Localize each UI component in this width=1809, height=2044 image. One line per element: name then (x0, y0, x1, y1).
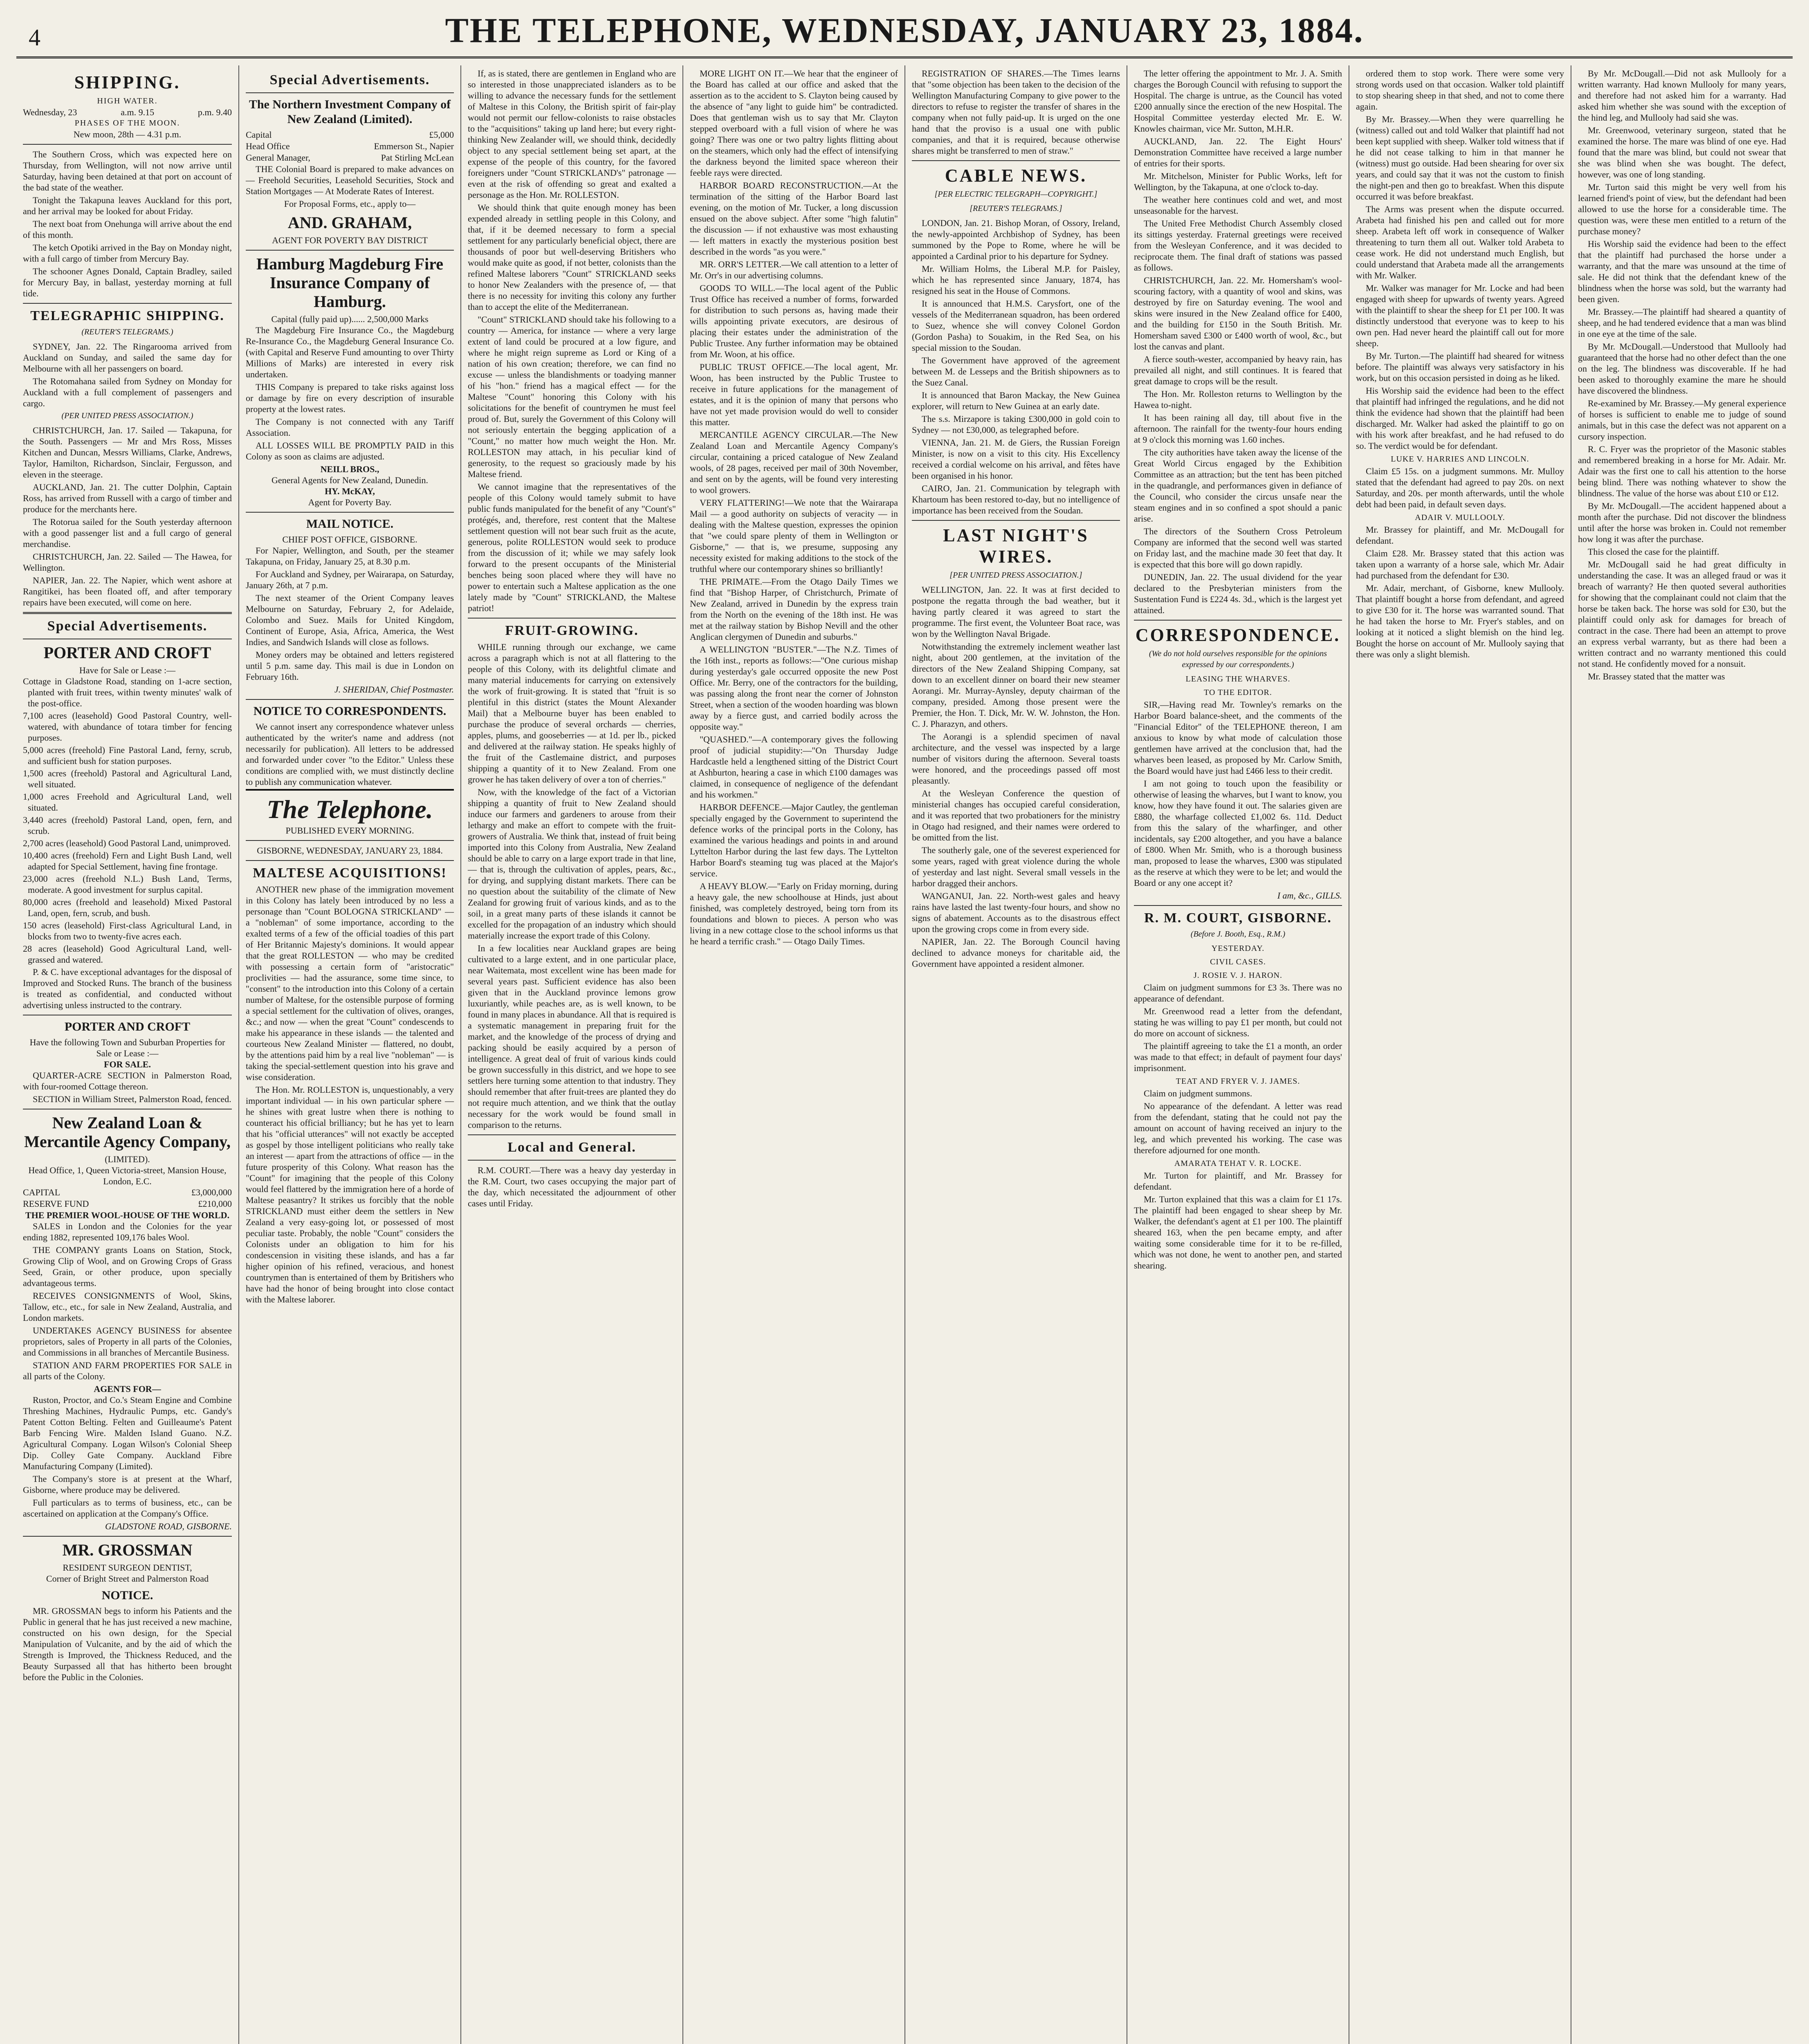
nic-paragraph: THE Colonial Board is prepared to make advances on — Freehold Securities, Leasehold Securities, Stock and Station Mortgages — At Moderate Rates of Interest. (246, 164, 454, 196)
column-7 (1349, 65, 1571, 2044)
case-title: LUKE V. HARRIES AND LINCOLN. (1391, 455, 1529, 464)
telegram-paragraph: The Rotomahana sailed from Sydney on Monday for Auckland with a full complement of passengers and cargo. (23, 376, 232, 408)
local-general-heading: Local and General. (507, 1140, 636, 1155)
correspondence-heading: CORRESPONDENCE. (1135, 625, 1341, 645)
column-4 (682, 65, 904, 2044)
mail-paragraph: For Napier, Wellington, and South, per the steamer Takapuna, on Friday, January 25, at 8.30 p.m. (246, 545, 454, 567)
leader-paragraph: We cannot imagine that the representatives of the people of this Colony would tamely submit to have public funds manipulated for the benefit of any "Count's" protégés, and, therefore, rest content that the Maltese settlement question will not bear such fruit as the acute, generous, polite ROLLESTON would seek to produce from the discussion of it; while we may safely look forward to the present occupants of the Ministerial benches being soon placed where they will have no power to entertain such a Maltese application as the one lately made by "Count" STRICKLAND, the Maltese patriot! (468, 482, 676, 613)
telegram-paragraph: SYDNEY, Jan. 22. The Ringarooma arrived from Auckland on Sunday, and sailed the same day for Melbourne with all her passengers on board. (23, 341, 232, 374)
rm-court-day: YESTERDAY. (1211, 944, 1265, 953)
case-paragraph: Mr. Adair, merchant, of Gisborne, knew Mullooly. That plaintiff bought a horse from defendant, and agreed to give £30 for it. The horse was warranted sound. That he had taken the horse to Mr. Fryer's stables, and on looking at it noticed a slight blemish on the hind leg. Bought the horse on account of Mr. Mullooly saying that there was only a slight blemish. (1356, 583, 1564, 659)
special-ads-title: Special Advertisements. (269, 72, 430, 87)
for-sale-label: FOR SALE. (104, 1059, 151, 1069)
porter-croft-note: P. & C. have exceptional advantages for the disposal of Improved and Stocked Runs. The branch of the business is treated as confidential, and conducted without advertising unless instructed to the contrary. (23, 967, 232, 1010)
special-ads-title: Special Advertisements. (47, 619, 208, 634)
hamburg-paragraph: The Magdeburg Fire Insurance Co., the Magdeburg Re-Insurance Co., the Magdeburg General Insurance Co. (with Capital and Reserve Fund amounting to over Thirty Millions of Marks) are interested in every risk undertaken. (246, 325, 454, 379)
case-paragraph: Mr. Turton said this might be very well from his learned friend's point of view, but the defendant had been allowed to use the horse for a considerable time. The question was, were these men entitled to a return of the purchase money? (1578, 182, 1786, 236)
list-item: 10,400 acres (freehold) Fern and Light Bush Land, well adapted for Special Settlement, having fine frontage. (23, 850, 232, 872)
shipping-title: SHIPPING. (74, 72, 181, 92)
wire-paragraph: WELLINGTON, Jan. 22. It was at first decided to postpone the regatta through the bad weather, but it having partly cleared it was agreed to start the programme. The first event, the Volunteer Boat race, was won by the Wellington Naval Brigade. (912, 585, 1120, 639)
leader-paragraph: We should think that quite enough money has been expended already in settling people in this Colony, and that, if it be deemed necessary to form a special settlement for any particularly beneficial object, there are thousands of poor but well-deserving Britishers who would make quite as good, if not better, colonists than the refined Maltese laborers "Count" STRICKLAND seeks to honor New Zealanders with the presence of, — that there is no necessity for inviting this colony any further than to accept the elite of the Mediterranean. (468, 202, 676, 312)
letter-paragraph: I am not going to touch upon the feasibility or otherwise of leasing the wharves, but I want to know, you know, how they have found it out. The salaries given are £880, the wharfage collected £1,002 6s. 11d. Deduct from this the salary of the wharfinger, and other incidentals, say £200 altogether, and you have a balance of £800. When Mr. Smith, who is a thorough business man, proposed to lease the wharves, £300 was stipulated as the reserve at which they were to be let; and would the Board or any one accept it? (1134, 778, 1342, 888)
nzloan-limited: (LIMITED). (105, 1154, 150, 1164)
nzloan-paragraph: STATION AND FARM PROPERTIES FOR SALE in all parts of the Colony. (23, 1360, 232, 1381)
case-paragraph: Claim £5 15s. on a judgment summons. Mr. Mulloy stated that the defendant had agreed to pay 20s. on next Saturday, and 20s. per month afterwards, until the whole debt had been paid, in default seven days. (1356, 466, 1564, 509)
last-nights-wires-heading: LAST NIGHT'S WIRES. (943, 525, 1089, 567)
nic-office-row (246, 141, 454, 152)
capital-value: £3,000,000 (191, 1187, 232, 1197)
local-paragraph: THE PRIMATE.—From the Otago Daily Times we find that "Bishop Harper, of Christchurch, Primate of New Zealand, arrived in Dunedin by the express train from the North on the evening of the 18th inst. He was met at the railway station by Bishop Nevill and the other Anglican clergymen of Dunedin and suburbs." (690, 576, 898, 642)
mail-paragraph: For Auckland and Sydney, per Wairarapa, on Saturday, January 26th, at 7 p.m. (246, 569, 454, 590)
sale-item: SECTION in William Street, Palmerston Road, fenced. (33, 1094, 231, 1104)
case-title: J. ROSIE V. J. HARON. (1194, 971, 1282, 980)
cable-paragraph: VIENNA, Jan. 21. M. de Giers, the Russian Foreign Minister, is now on a visit to this city. His Excellency received a cordial welcome on his arrival, and fêtes have been organised in his honor. (912, 437, 1120, 481)
correspondents-heading: NOTICE TO CORRESPONDENTS. (253, 704, 447, 718)
dentist-notice: NOTICE. (101, 1589, 153, 1602)
hamburg-capital: Capital (fully paid up)...... 2,500,000 Marks (271, 314, 429, 324)
dateline: GISBORNE, WEDNESDAY, JANUARY 23, 1884. (257, 845, 443, 856)
wire-paragraph: The Aorangi is a splendid specimen of naval architecture, and the vessel was inspected by a large number of visitors during the afternoon. Several toasts were honored, and the proceedings passed off most pleasantly. (912, 731, 1120, 786)
nzloan-heading: New Zealand Loan & Mercantile Agency Company, (24, 1114, 231, 1151)
telegram-paragraph: CHRISTCHURCH, Jan. 22. Sailed — The Hawea, for Wellington. (23, 551, 232, 573)
hamburg-heading: Hamburg Magdeburg Fire Insurance Company of Hamburg. (256, 255, 443, 311)
list-item: 7,100 acres (leasehold) Good Pastoral Country, well-watered, with abundance of totara timber for fencing purposes. (23, 710, 232, 743)
reuter-label: (REUTER'S TELEGRAMS.) (81, 327, 173, 336)
moon-text: New moon, 28th — 4.31 p.m. (73, 129, 182, 139)
newspaper-title: THE TELEPHONE, WEDNESDAY, JANUARY 23, 1884. (445, 11, 1364, 50)
nzloan-paragraph: Full particulars as to terms of business, etc., can be ascertained on application at the Company's Office. (23, 1497, 232, 1519)
wire-paragraph: AUCKLAND, Jan. 22. The Eight Hours' Demonstration Committee have received a large number of entries for their sports. (1134, 136, 1342, 168)
letter-signoff: I am, &c., GILLS. (1277, 890, 1342, 901)
cable-paragraph: It is announced that Baron Mackay, the New Guinea explorer, will return to New Guinea at an early date. (912, 390, 1120, 411)
porter-croft-sub: Have for Sale or Lease :— (79, 665, 176, 675)
nic-capital-row (246, 129, 454, 141)
nic-forms: For Proposal Forms, etc., apply to— (284, 199, 416, 209)
case-paragraph: Mr. Turton for plaintiff, and Mr. Brassey for defendant. (1134, 1170, 1342, 1192)
wire-paragraph: WANGANUI, Jan. 22. North-west gales and heavy rains have lasted the last twenty-four hours, and show no signs of abatement. Accounts as to the disastrous effect upon the growing crops come in from every side. (912, 891, 1120, 934)
leader-paragraph: If, as is stated, there are gentlemen in England who are so interested in those unappreciated islanders as to be willing to advance the necessary funds for the settlement of Maltese in this Colony, the British spirit of fair-play would not permit our fellow-colonists to raise obstacles to the "acquisitions" taking up land here; but every right-thinking New Zealander will, we should think, decidedly object to any special settlement being set apart, at the expense of the people of this country, for the favored foreigners under "Count STRICKLAND's" patronage — even at the risk of offending so great and exalted a personage as the Hon. Mr. ROLLESTON. (468, 68, 676, 200)
leader-paragraph: "Count" STRICKLAND should take his following to a country — America, for instance — where a very large extent of land could be procured at a low figure, and where he might reign supreme as Lord or King of a nation of his own creation; therefore, we can find no excuse — unless the blandishments or toadying manner of his "hon." friend has a magical effect — for the Maltese "Count" honoring this Colony with his solicitations for the benefit of countrymen he must feel proud of. But, surely the Government of this Colony will not seriously entertain the begging application of a "Count," no matter how much weight the Hon. Mr. ROLLESTON may attach, in his peculiar kind of generosity, to the request so graciously made by his Maltese friend. (468, 314, 676, 479)
wire-paragraph: A fierce south-wester, accompanied by heavy rain, has prevailed all night, and still continues. It is feared that great damage to crops will be the result. (1134, 354, 1342, 386)
wire-paragraph: The southerly gale, one of the severest experienced for some years, raged with great violence during the whole of yesterday and last night. Several small vessels in the harbor dragged their anchors. (912, 845, 1120, 888)
telegram-paragraph: CHRISTCHURCH, Jan. 17. Sailed — Takapuna, for the South. Passengers — Mr and Mrs Ross, Misses Kitchen and Duncan, Messrs Williams, Clarke, Andrews, Taylor, Hamilton, Richardson, Sinclair, Fergusson, and eleven in the steerage. (23, 425, 232, 480)
nzloan-paragraph: UNDERTAKES AGENCY BUSINESS for absentee proprietors, sales of Property in all parts of the Colonies, and Commissions in all branches of Mercantile Business. (23, 1325, 232, 1358)
case-paragraph: By Mr. McDougall.—Understood that Mullooly had guaranteed that the horse had no other defect than the one on the leg. The blindness was discoverable. If he had been asked to thoroughly examine the mare he should have discovered the blindness. (1578, 341, 1786, 396)
page-columns (16, 65, 1793, 2044)
fruit-paragraph: In a few localities near Auckland grapes are being cultivated to a large extent, and in one particular place, near Waitemata, most excellent wine has been made for several years past. Sufficient evidence has also been given that in the Auckland province lemons grow luxuriantly, while peaches are, as is well known, to be found in many places in abundance. All that is required is a systematic management in preparing fruit for the market, and the knowledge of the process of drying and packing should be easily acquired by a person of intelligence. A great deal of fruit of various kinds could be grown successfully in this district, and we hope to see settlers here turning some attention to that industry. They should remember that after fruit-trees are planted they do not require much attention, and we think that the outlay necessary for the work would be found small in comparison to the returns. (468, 943, 676, 1130)
letter-title: LEASING THE WHARVES. (1185, 675, 1291, 684)
shipping-paragraph: The schooner Agnes Donald, Captain Bradley, sailed for Mercury Bay, in ballast, yesterday morning at full tide. (23, 266, 232, 298)
list-item: 1,500 acres (freehold) Pastoral and Agricultural Land, well situated. (23, 768, 232, 789)
column-6 (1127, 65, 1349, 2044)
nic-capital-value: £5,000 (429, 130, 454, 140)
local-paragraph: A HEAVY BLOW.—"Early on Friday morning, during a heavy gale, the new schoolhouse at Hinds, just about finished, was completely destroyed, being torn from its foundations and blown to pieces. A person who was living in a new cottage close to the school informs us that he heard a terrific crash." — Otago Daily Times. (690, 881, 898, 946)
shipping-paragraph: The Southern Cross, which was expected here on Thursday, from Wellington, will not now arrive until Saturday, having been detained at that port on account of the bad state of the weather. (23, 149, 232, 193)
case-paragraph: By Mr. Brassey.—When they were quarrelling he (witness) called out and told Walker that plaintiff had not been kept supplied with sheep. Walker told witness that if he did not cease talking to him in that manner he (witness) must go outside. Had been shearing for over six years, and could say that it was not the custom to finish the night-pen and then go to breakfast. When this dispute occurred it was before breakfast. (1356, 114, 1564, 202)
nzloan-office: Head Office, 1, Queen Victoria-street, Mansion House, London, E.C. (28, 1165, 227, 1186)
telegram-paragraph: NAPIER, Jan. 22. The Napier, which went ashore at Rangitikei, has been floated off, and after temporary repairs have been executed, will come on here. (23, 575, 232, 607)
case-paragraph: His Worship said the evidence had been to the effect that plaintiff had infringed the regulations, and he did not think the evidence had shown that the plaintiff had been discharged. Mr. Walker had asked the plaintiff to go on with his work after breakfast, and he had refused to do so. The verdict would be for defendant. (1356, 385, 1564, 451)
wire-paragraph: At the Wesleyan Conference the question of ministerial changes has occupied careful consideration, and it was reported that two probationers for the ministry in Otago had resigned, and their names were ordered to be omitted from the list. (912, 788, 1120, 843)
fruit-paragraph: Now, with the knowledge of the fact of a Victorian shipping a quantity of fruit to New Zealand should induce our farmers and gardeners to arouse from their lethargy and make an effort to compete with the fruit-growers of Australia. We think that, instead of fruit being imported into this Colony from Australia, New Zealand should be able to carry on a large export trade in that line, — that is, through the cultivation of apples, pears, &c., for drying, and supplying distant markets. There can be no question about the suitability of the climate of New Zealand for growing fruit of various kinds, and as to the soil, in a great many parts of these islands it cannot be excelled for the propagation of an industry which should materially increase the export trade of this Colony. (468, 787, 676, 941)
local-paragraph: MERCANTILE AGENCY CIRCULAR.—The New Zealand Loan and Mercantile Agency Company's circular, containing a priced catalogue of New Zealand wools, of 28 pages, received per mail of 30th November, and sent on by the agents, will be found very interesting to wool growers. (690, 430, 898, 495)
mail-signoff: J. SHERIDAN, Chief Postmaster. (334, 684, 454, 695)
rm-court-before: (Before J. Booth, Esq., R.M.) (1190, 930, 1286, 939)
correspondents-paragraph: We cannot insert any correspondence whatever unless authenticated by the writer's name and address (not necessarily for publication). All letters to be addressed and forwarded under cover "to the Editor." Unless these conditions are complied with, we must distinctly decline to publish any communication whatever. (246, 722, 454, 787)
nzloan-agents-label: AGENTS FOR— (94, 1384, 161, 1394)
case-paragraph: By Mr. McDougall.—Did not ask Mullooly for a written warranty. Had known Mullooly for many years, and therefore had not asked him for a warranty. Had asked him whether she was sound with the exception of the hind leg, and Mullooly had said she was. (1578, 68, 1786, 123)
case-title: ADAIR V. MULLOOLY. (1415, 513, 1505, 522)
wire-paragraph: DUNEDIN, Jan. 22. The usual dividend for the year declared to the Presbyterian ministers from the Sustentation Fund is £224 4s. 3d., which is the largest yet attained. (1134, 572, 1342, 615)
local-paragraph: MORE LIGHT ON IT.—We hear that the engineer of the Board has called at our office and asked that the assertion as to the accident to S. Clayton being caused by the absence of "any light to guide him" be contradicted. Does that gentleman wish us to say that Mr. Clayton stepped overboard with a full vision of where he was going? There was one or two paltry lights flitting about on the steamers, which only had the effect of intensifying the darkness beyond the limited space whereon their feeble rays were directed. (690, 68, 898, 178)
column-1 (16, 65, 238, 2044)
masthead-nameplate: The Telephone. (267, 795, 433, 824)
nzloan-address: GLADSTONE ROAD, GISBORNE. (105, 1521, 232, 1531)
mail-notice-sub: CHIEF POST OFFICE, GISBORNE. (282, 534, 417, 545)
case-paragraph: Mr. Greenwood, veterinary surgeon, stated that he examined the horse. The mare was blind of one eye. Had found that the mare was blind, but could not swear that she was blind when she was bought. The defect, however, was one of long standing. (1578, 125, 1786, 179)
porter-croft-list (23, 676, 232, 965)
case-paragraph: By Mr. McDougall.—The accident happened about a month after the purchase. Did not discover the blindness until after the horse was broken in. Could not remember how long it was after the purchase. (1578, 501, 1786, 544)
letter-paragraph: SIR,—Having read Mr. Townley's remarks on the Harbor Board balance-sheet, and the comments of the "Financial Editor" of the TELEPHONE thereon, I am anxious to know by what mode of calculation those gentlemen have arrived at the conclusion that, had the wharves been leased, as proposed by Mr. Carlow Smith, the Board would have just had £466 less to their credit. (1134, 699, 1342, 776)
nic-office-value: Emmerson St., Napier (374, 141, 454, 151)
sale-item: QUARTER-ACRE SECTION in Palmerston Road, with four-roomed Cottage thereon. (23, 1070, 232, 1091)
shipping-paragraph: The next boat from Onehunga will arrive about the end of this month. (23, 219, 232, 240)
case-paragraph: Claim £28. Mr. Brassey stated that this action was taken upon a warranty of a horse sale, which Mr. Adair had purchased from the defendant for £30. (1356, 548, 1564, 580)
hamburg-agent-2-sub: Agent for Poverty Bay. (308, 497, 392, 507)
list-item: 3,440 acres (freehold) Pastoral Land, open, fern, and scrub. (23, 815, 232, 836)
list-item: 28 acres (leasehold) Good Agricultural Land, well-grassed and watered. (23, 944, 232, 965)
column-3 (460, 65, 682, 2044)
nic-manager-value: Pat Stirling McLean (381, 152, 454, 163)
wire-paragraph: CHRISTCHURCH, Jan. 22. Mr. Homersham's wool-scouring factory, with a quantity of wool and skins, was destroyed by fire on Saturday evening. The wool and skins were insured in the New Zealand office for £400, and the building for £150 in the South British. Mr. Homersham saved £300 or £400 worth of wool, &c., but lost the canvas and plant. (1134, 275, 1342, 352)
local-paragraph: HARBOR BOARD RECONSTRUCTION.—At the termination of the sitting of the Harbor Board last evening, on the motion of Mr. Tucker, a long discussion ensued on the above subject. After some "high falutin" the discussion — if not exhaustive was most exhausting — left matters in exactly the mysterious position best described in the words "as you were." (690, 180, 898, 257)
case-paragraph: Mr. McDougall said he had great difficulty in understanding the case. It was an alleged fraud or was it breach of warranty? He then quoted several authorities for showing that the complainant could not claim that the horse be taken back. The horse was sold for £30, but the plaintiff could only ask for damages for breach of contract in the case. There had been an attempt to prove an express verbal warranty, but as there had been a written contract and no warranty mentioned this could not stand. He confidently moved for a nonsuit. (1578, 559, 1786, 669)
column-2 (238, 65, 460, 2044)
wire-paragraph: The directors of the Southern Cross Petroleum Company are informed that the second well was started on Friday last, and the machine made 30 feet that day. It is expected that this bore will go down rapidly. (1134, 526, 1342, 569)
telegram-paragraph: AUCKLAND, Jan. 21. The cutter Dolphin, Captain Ross, has arrived from Russell with a cargo of timber and produce for the merchants here. (23, 482, 232, 514)
local-paragraph: HARBOR DEFENCE.—Major Cautley, the gentleman specially engaged by the Government to superintend the defence works of the principal ports in the Colony, has examined the various headings and points in and around Lyttelton Harbor during the last few days. The Lyttelton Harbor Board's steaming tug was placed at the Major's service. (690, 802, 898, 879)
list-item: 80,000 acres (freehold and leasehold) Mixed Pastoral Land, open, fern, scrub, and bush. (23, 897, 232, 918)
case-paragraph: This closed the case for the plaintiff. (1588, 547, 1719, 557)
cable-paragraph: The s.s. Mirzapore is taking £300,000 in gold coin to Sydney — not £30,000, as telegraphed before. (912, 414, 1120, 435)
wire-paragraph: It has been raining all day, till about five in the afternoon. The rainfall for the twenty-four hours ending at 9 o'clock this morning was 1.60 inches. (1134, 412, 1342, 445)
case-paragraph: His Worship said the evidence had been to the effect that the plaintiff had purchased the horse under a warranty, and that the mare was unsound at the time of sale. He did not think that the defendant knew of the blindness when the horse was sold, but the warranty had been given. (1578, 239, 1786, 304)
nic-manager-row (246, 152, 454, 164)
nzloan-paragraph: THE COMPANY grants Loans on Station, Stock, Growing Clip of Wool, and on Growing Crops of Grass Seed, Grain, or other produce, upon specially advantageous terms. (23, 1245, 232, 1288)
high-water-label: HIGH WATER. (97, 96, 158, 105)
local-paragraph: PUBLIC TRUST OFFICE.—The local agent, Mr. Woon, has been instructed by the Public Trustee to receive in future applications for the management of estates, and it is the opinion of many that persons who have not yet made provision would do well to consider this matter. (690, 362, 898, 427)
tide-day: Wednesday, 23 (23, 107, 77, 117)
shipping-paragraph: The ketch Opotiki arrived in the Bay on Monday night, with a full cargo of timber from Mercury Bay. (23, 242, 232, 264)
case-paragraph: Claim on judgment summons. (1144, 1088, 1252, 1098)
local-paragraph: "QUASHED."—A contemporary gives the following proof of judicial stupidity:—"On Thursday Judge Hardcastle held a lengthened sitting of the District Court at Ashburton, hearing a case in which £100 damages was claimed, in consequence of negligence of the defendant and his workmen." (690, 734, 898, 800)
reserve-label: RESERVE FUND (23, 1199, 89, 1209)
local-paragraph: REGISTRATION OF SHARES.—The Times learns that "some objection has been taken to the decision of the Wellington Manufacturing Company to give power to the directors to refuse to register the transfer of shares in the company when not fully paid-up. It is urged on the one hand that the proviso is a usual one with public companies, and that it is required, because otherwise shares might be transferred to men of straw." (912, 68, 1120, 156)
list-item: 2,700 acres (leasehold) Good Pastoral Land, unimproved. (23, 838, 231, 848)
list-item: 5,000 acres (freehold) Fine Pastoral Land, ferny, scrub, and sufficient bush for station purposes. (23, 745, 232, 766)
mail-notice-heading: MAIL NOTICE. (306, 517, 394, 531)
local-paragraph: GOODS TO WILL.—The local agent of the Public Trust Office has received a number of forms, forwarded for distribution to such persons as, having made their wills appointing private executors, are desirous of placing their estates under the administration of the Public Trustee. Any further information may be obtained from Mr. Woon, at his office. (690, 283, 898, 359)
case-paragraph: The plaintiff agreeing to take the £1 a month, an order was made to that effect; in default of payment four days' imprisonment. (1134, 1041, 1342, 1073)
rm-court-heading: R. M. COURT, GISBORNE. (1144, 910, 1332, 926)
fruit-paragraph: WHILE running through our exchange, we came across a paragraph which is not at all flattering to the people of this Colony, with its delightful climate and many material inducements for carrying on extensively the work of fruit-growing. It is stated that "fruit is so plentiful in this district (states the Mount Alexander Mail) that a Melbourne buyer has been enabled to purchase the produce of several orchards — cherries, apples, plums, and gooseberries — at 1d. per lb., picked and delivered at the railway station. He speaks highly of the fruit of the Castlemaine district, and purposes shipping a quantity of it to New Zealand. From one grower he has taken delivery of over a ton of cherries." (468, 642, 676, 784)
local-paragraph: VERY FLATTERING!—We note that the Wairarapa Mail — a good authority on subjects of veracity — in dealing with the Maltese question, expresses the opinion that "we could spare plenty of them in Wellington or Gisborne," — that is, we presume, supposing any necessity existed for making additions to the stock of the truthful where our contemporary shines so brilliantly! (690, 498, 898, 574)
case-title: TEAT AND FRYER V. J. JAMES. (1176, 1077, 1300, 1086)
published-line: PUBLISHED EVERY MORNING. (285, 825, 414, 836)
nic-office-label: Head Office (246, 141, 290, 151)
cable-paragraph: Mr. William Holms, the Liberal M.P. for Paisley, which he has represented since January, 1874, has resigned his seat in the House of Commons. (912, 264, 1120, 296)
dentist-heading: MR. GROSSMAN (62, 1541, 193, 1559)
nic-agent: AND. GRAHAM, (287, 213, 412, 232)
hamburg-paragraph: THIS Company is prepared to take risks against loss or damage by fire on every description of insurable property at the lowest rates. (246, 382, 454, 414)
nzloan-wool-house: THE PREMIER WOOL-HOUSE OF THE WORLD. (25, 1210, 230, 1220)
tide-pm: p.m. 9.40 (198, 107, 232, 117)
case-paragraph: Mr. Brassey stated that the matter was (1588, 671, 1725, 681)
list-item: 150 acres (leasehold) First-class Agricultural Land, in blocks from two to twenty-five acres each. (23, 920, 232, 941)
mail-paragraph: Money orders may be obtained and letters registered until 5 p.m. same day. This mail is due in London on February 16th. (246, 650, 454, 682)
wire-paragraph: The city authorities have taken away the license of the Great World Circus engaged by the Exhibition Committee as an attraction; but the tent has been pitched in the quadrangle, and performances given in defiance of the Council, who consider the circus unsafe near the steam engines and in so confined a spot should a panic arise. (1134, 447, 1342, 524)
cable-sub-1: [PER ELECTRIC TELEGRAPH—COPYRIGHT.] (934, 190, 1098, 199)
case-paragraph: Mr. Brassey for plaintiff, and Mr. McDougall for defendant. (1356, 524, 1564, 546)
wire-paragraph: The Hon. Mr. Rolleston returns to Wellington by the Hawea to-night. (1134, 389, 1342, 410)
nzloan-capital-row (23, 1187, 232, 1198)
case-paragraph: R. C. Fryer was the proprietor of the Masonic stables and remembered breaking in a horse for Mr. Adair. Mr. Adair was the first one to call his attention to the horse being blind. There was nothing whatever to show the blindness. The value of the horse was about £10 or £12. (1578, 444, 1786, 498)
reserve-value: £210,000 (198, 1199, 232, 1209)
last-wires-sub: [PER UNITED PRESS ASSOCIATION.] (949, 571, 1082, 580)
nic-agent-sub: AGENT FOR POVERTY BAY DISTRICT (272, 235, 428, 245)
case-paragraph: Re-examined by Mr. Brassey.—My general experience of horses is sufficient to enable me to judge of sound animals, but in this case the defect was not apparent on a cursory inspection. (1578, 398, 1786, 442)
cable-paragraph: The Government have approved of the agreement between M. de Lesseps and the British shipowners as to the Suez Canal. (912, 355, 1120, 388)
nzloan-paragraph: RECEIVES CONSIGNMENTS of Wool, Skins, Tallow, etc., etc., for sale in New Zealand, Australia, and London markets. (23, 1291, 232, 1323)
wire-paragraph: The United Free Methodist Church Assembly closed its sittings yesterday. Fraternal greetings were received from the Wesleyan Conference, and it was decided to reciprocate them. The final draft of stations was passed as follows. (1134, 218, 1342, 273)
telegram-paragraph: The Rotorua sailed for the South yesterday afternoon with a good passenger list and a full cargo of general merchandise. (23, 517, 232, 549)
shipping-paragraph: Tonight the Takapuna leaves Auckland for this port, and her arrival may be looked for about Friday. (23, 195, 232, 216)
list-item: 23,000 acres (freehold N.L.) Bush Land, Terms, moderate. A good investment for surplus capital. (23, 874, 232, 895)
porter-croft-heading: PORTER AND CROFT (43, 643, 211, 662)
cable-sub-2: [REUTER'S TELEGRAMS.] (970, 204, 1062, 213)
mail-paragraph: The next steamer of the Orient Company leaves Melbourne on Saturday, February 2, for Adelaide, Colombo and Suez. Mails for United Kingdom, Continent of Europe, Asia, Africa, America, the West Indies, and Sandwich Islands will close as follows. (246, 593, 454, 647)
wire-paragraph: The weather here continues cold and wet, and most unseasonable for the harvest. (1134, 195, 1342, 216)
local-paragraph: MR. ORR'S LETTER.—We call attention to a letter of Mr. Orr's in our advertising columns. (690, 259, 898, 280)
page-number: 4 (29, 24, 40, 51)
leader-paragraph: ANOTHER new phase of the immigration movement in this Colony has lately been introduced by no less a personage than "Count BOLOGNA STRICKLAND" — a "nobleman" of some importance, according to the exalted terms of a few of the official toadies of this part of Her Britannic Majesty's dominions. It would appear that the great ROLLESTON — who may be credited with possessing a certain form of "aristocratic" proclivities — had the assurance, some time since, to "consent" to the introduction into this Colony of a certain number of Maltese, for the ostensible purpose of forming a special settlement for the cultivation of olives, oranges, &c.; and now — when the great "Count" condescends to make his appearance in these islands — the talented and courteous New Zealand Minister — flattered, no doubt, by the attentions paid him by a real live "nobleman" — is taking the special-settlement question into his grave and wise consideration. (246, 884, 454, 1082)
case-paragraph: Mr. Turton explained that this was a claim for £1 17s. The plaintiff had been engaged to shear sheep by Mr. Walker, the defendant's agent at £1 per 100. The plaintiff sheared 163, when the pen became empty, and after waiting some considerable time for it to be re-filled, which was not done, he went to another pen, and started shearing. (1134, 1194, 1342, 1271)
porter-croft-heading-2: PORTER AND CROFT (64, 1020, 191, 1033)
case-paragraph: By Mr. Turton.—The plaintiff had sheared for witness before. The plaintiff was always very satisfactory in his work, but on this occasion persisted in doing as he liked. (1356, 351, 1564, 383)
case-title: AMARATA TEHAT V. R. LOCKE. (1174, 1159, 1302, 1168)
telegraphic-shipping-title: TELEGRAPHIC SHIPPING. (30, 308, 224, 323)
list-item: 1,000 acres Freehold and Agricultural Land, well situated. (23, 791, 232, 813)
column-8 (1571, 65, 1793, 2044)
case-paragraph: ordered them to stop work. There were some very strong words used on that occasion. Walker told plaintiff to stop shearing sheep in that shed, and not to come there again. (1356, 68, 1564, 112)
nzloan-agents-list: Ruston, Proctor, and Co.'s Steam Engine and Combine Threshing Machines, Hydraulic Pumps, etc. Gandy's Patent Cotton Belting. Felten and Guilleaume's Patent Barb Fencing Wire. Malden Island Guano. N.Z. Agricultural Company. Logan Wilson's Colonial Sheep Dip. Colley Gate Company. Auckland Fibre Manufacturing Company (Limited). (23, 1395, 232, 1471)
porter-croft-sub-2: Have the following Town and Suburban Properties for Sale or Lease :— (29, 1037, 225, 1058)
case-paragraph: The Arms was present when the dispute occurred. Arabeta had finished his pen and called out for more sheep. Arabeta left off work in consequence of Walker threatening to turn them all out. Walker told Arabeta to cease work. He did not understand much English, but could understand that Arabeta made all the arrangements with Mr. Walker. (1356, 204, 1564, 280)
wire-paragraph: The letter offering the appointment to Mr. J. A. Smith charges the Borough Council with refusing to support the Hospital. The charge is untrue, as the Council has voted £200 annually since the erection of the new Hospital. The Hospital Committee yesterday elected Mr. E. W. Knowles chairman, vice Mr. Sutton, M.H.R. (1134, 68, 1342, 134)
correspondence-disclaimer: (We do not hold ourselves responsible for the opinions expressed by our correspondents.) (1149, 649, 1327, 669)
case-paragraph: Claim on judgment summons for £3 3s. There was no appearance of defendant. (1134, 982, 1342, 1004)
hamburg-paragraph: ALL LOSSES WILL BE PROMPTLY PAID in this Colony as soon as claims are adjusted. (246, 440, 454, 462)
local-paragraph: R.M. COURT.—There was a heavy day yesterday in the R.M. Court, two cases occupying the major part of the day, which necessitated the adjournment of other cases until Friday. (468, 1165, 676, 1208)
hamburg-agent-2: HY. McKAY, (325, 486, 375, 496)
hamburg-paragraph: The Company is not connected with any Tariff Association. (246, 417, 454, 438)
nzloan-paragraph: SALES in London and the Colonies for the year ending 1882, represented 109,176 bales Wool. (23, 1221, 232, 1242)
nic-heading: The Northern Investment Company of New Zealand (Limited). (249, 98, 451, 126)
cable-news-heading: CABLE NEWS. (945, 166, 1087, 186)
press-association-label: (PER UNITED PRESS ASSOCIATION.) (61, 411, 193, 420)
case-paragraph: No appearance of the defendant. A letter was read from the defendant, stating that he could not pay the amount on account of having received an injury to the leg, and which prevented his working. The case was therefore adjourned for one month. (1134, 1101, 1342, 1155)
fruit-growing-heading: FRUIT-GROWING. (505, 623, 639, 638)
list-item: Cottage in Gladstone Road, standing on 1-acre section, planted with fruit trees, within twenty minutes' walk of the post-office. (23, 676, 232, 708)
wire-paragraph: Notwithstanding the extremely inclement weather last night, about 200 gentlemen, at the invitation of the directors of the New Zealand Shipping Company, sat down to an excellent dinner on board their new steamer Aorangi. Mr. Murray-Aynsley, deputy chairman of the company, presided. Among those present were the Premier, the Hon. T. Dick, Mr. W. W. Johnston, the Hon. C. J. Pharazyn, and others. (912, 641, 1120, 729)
wire-paragraph: Mr. Mitchelson, Minister for Public Works, left for Wellington, by the Takapuna, at one o'clock to-day. (1134, 171, 1342, 192)
tide-am: a.m. 9.15 (121, 107, 155, 117)
letter-to: TO THE EDITOR. (1204, 688, 1272, 697)
masthead (16, 8, 1793, 58)
nic-capital-label: Capital (246, 130, 272, 140)
case-paragraph: Mr. Greenwood read a letter from the defendant, stating he was willing to pay £1 per month, but could not do more on account of sickness. (1134, 1006, 1342, 1038)
tide-row (23, 107, 232, 118)
cable-paragraph: It is announced that H.M.S. Carysfort, one of the vessels of the Mediterranean squadron, has been ordered to Suez, whence she will convey Colonel Gordon (Gordon Pasha) to Souakim, in the Red Sea, on his special mission to the Soudan. (912, 298, 1120, 353)
case-paragraph: Mr. Walker was manager for Mr. Locke and had been engaged with sheep for upwards of twenty years. Agreed with the plaintiff to shear the sheep for £1 per 100. It was distinctly understood that everyone was to keep to his own pen. Had never heard the plaintiff call out for more sheep. (1356, 283, 1564, 348)
leader-heading: MALTESE ACQUISITIONS! (253, 865, 447, 881)
dentist-sub: RESIDENT SURGEON DENTIST, (63, 1562, 192, 1573)
case-paragraph: Mr. Brassey.—The plaintiff had sheared a quantity of sheep, and he had tendered evidence that a man was blind in one eye at the time of the sale. (1578, 307, 1786, 339)
local-paragraph: A WELLINGTON "BUSTER."—The N.Z. Times of the 16th inst., reports as follows:—"One curious mishap during yesterday's gale occurred opposite the new Post Office. Mr. Berry, one of the contractors for the building, was passing along the front near the corner of Johnston Street, when a section of the wooden hoarding was blown away by a fierce gust, and carried bodily across the opposite way." (690, 644, 898, 732)
moon-label: PHASES OF THE MOON. (74, 119, 180, 128)
nzloan-reserve-row (23, 1198, 232, 1210)
column-5 (904, 65, 1127, 2044)
hamburg-agent-1-sub: General Agents for New Zealand, Dunedin. (271, 475, 429, 485)
nzloan-paragraph: The Company's store is at present at the Wharf, Gisborne, where produce may be delivered. (23, 1474, 232, 1495)
capital-label: CAPITAL (23, 1187, 61, 1197)
leader-paragraph: The Hon. Mr. ROLLESTON is, unquestionably, a very important individual — in his own particular sphere — he shines with great lustre when there is nothing to counteract his official brilliancy; but he has yet to learn that his "official utterances" will not exactly be accepted as gospel by those intelligent politicians who really take an interest — apart from the attractions of office — in the future prosperity of this Colony. What reason has the "Count" for imagining that the people of this Colony would feel flattered by the immigration here of a horde of Maltese peasantry? It strikes us forcibly that the noble STRICKLAND must either deem the settlers in New Zealand a very easy-going lot, or possessed of most peculiar taste. Probably, the noble "Count" considers the Colonists under an obligation to him for his condescension in visiting these islands, and has a far higher opinion of his refined, veracious, and honest countrymen than is entertained of them by Britishers who have had the honor of being brought into close contact with the Maltese laborer. (246, 1085, 454, 1304)
dentist-address: Corner of Bright Street and Palmerston Road (46, 1573, 209, 1584)
wire-paragraph: NAPIER, Jan. 22. The Borough Council having declined to advance moneys for charitable aid, the Government have appointed a resident almoner. (912, 937, 1120, 969)
rm-court-civil: CIVIL CASES. (1210, 957, 1266, 966)
dentist-paragraph: MR. GROSSMAN begs to inform his Patients and the Public in general that he has just received a new machine, constructed on his own design, for the Special Manipulation of Vulcanite, and by the aid of which the Strength is Improved, the Thickness Reduced, and the Beauty Surpassed all that has hitherto been brought before the Public in the Colonies. (23, 1606, 232, 1682)
nic-manager-label: General Manager, (246, 152, 310, 163)
cable-paragraph: LONDON, Jan. 21. Bishop Moran, of Ossory, Ireland, the newly-appointed Archbishop of Sydney, has been summoned by the Pope to Rome, where he will be appointed a Cardinal prior to his departure for Sydney. (912, 218, 1120, 261)
cable-paragraph: CAIRO, Jan. 21. Communication by telegraph with Khartoum has been restored to-day, but no intelligence of importance has been received from the Soudan. (912, 483, 1120, 515)
hamburg-agent-1: NEILL BROS., (320, 464, 379, 474)
